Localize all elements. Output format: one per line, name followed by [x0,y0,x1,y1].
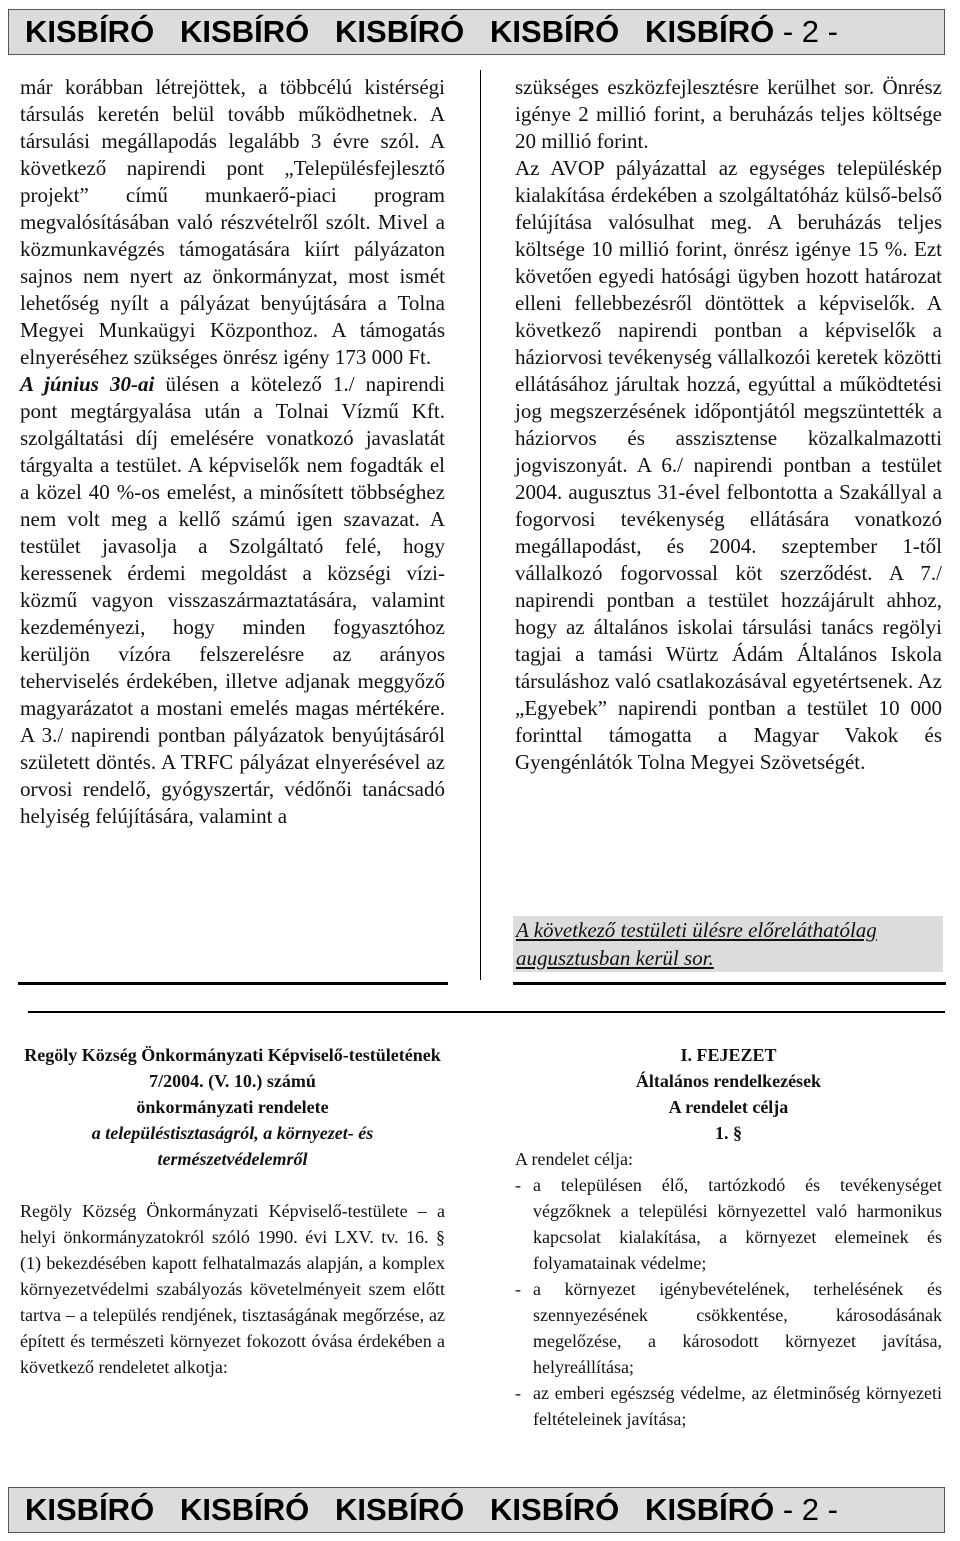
masthead-banner-top [8,9,945,55]
article-right-column [515,74,942,776]
list-dash: - [515,1383,521,1403]
decree-left-column [20,1042,445,1380]
article-text: ülésen a kötelező 1./ napirendi pont megtárgyalása után a Tolnai Vízmű Kft. szolgáltatási díj emelésére vonatkozó javaslatát tárgyalta a testület. A képviselők nem fogadták el a közel 40 %-os emelést, a minősített többséghez nem volt meg a kellő számú igen szavazat. A testület javasolja a Szolgáltató felé, hogy keressenek érdemi megoldást a községi vízi-közmű vagyon visszaszármaztatására, valamint kezdeményezi, hogy minden fogyasztóhoz kerüljön vízóra felszerelésre az arányos teherviselés érdekében, illetve adjanak meggyőző magyarázatot a mostani emelés magas mértékére. A 3./ napirendi pontban pályázatok benyújtásáról született döntés. A TRFC pályázat elnyerésével az orvosi rendelő, gyógyszertár, védőnői tanácsadó helyiség felújítására, valamint a [20,372,445,828]
list-dash: - [515,1175,521,1195]
column-divider [480,70,481,980]
section-rule-left [18,982,448,985]
decree-type: önkormányzati rendelete [136,1097,329,1117]
masthead-text: KISBÍRÓ KISBÍRÓ KISBÍRÓ KISBÍRÓ KISBÍRÓ [25,14,775,49]
list-item [515,1172,942,1276]
chapter-title: Általános rendelkezések [635,1071,822,1091]
page-number: - 2 - [774,14,838,49]
article-left-column [20,74,445,830]
decree-preamble: Regöly Község Önkormányzati Képviselő-testülete – a helyi önkormányzatokról szóló 1990. évi LXV. tv. 16. § (1) bekezdésében kapott felhatalmazás alapján, a komplex környezetvédelmi szabályozás követelményeit szem előtt tartva – a település rendjének, tisztaságának megőrzése, az épített és természeti környezet fokozott óvása érdekében a következő rendeletet alkotja: [20,1201,445,1377]
purpose-list [515,1172,942,1432]
decree-right-column [515,1042,942,1432]
masthead-banner-bottom [8,1487,945,1533]
section-rule-wide [28,1011,945,1013]
list-dash: - [515,1279,521,1299]
decree-title: Regöly Község Önkormányzati Képviselő-testületének [24,1045,441,1065]
list-item [515,1276,942,1380]
chapter-heading: I. FEJEZET [680,1045,777,1065]
section-rule-right [513,982,946,985]
list-item-text: a településen élő, tartózkodó és tevékenységet végzőknek a települési környezettel való harmonikus kapcsolat kialakítása, a környezet elemeinek és folyamatainak védelme; [533,1175,942,1273]
meeting-date-emphasis: A június 30-ai [20,372,155,396]
masthead-text: KISBÍRÓ KISBÍRÓ KISBÍRÓ KISBÍRÓ KISBÍRÓ [25,1492,775,1527]
article-paragraph: Az AVOP pályázattal az egységes településkép kialakítása érdekében a szolgáltatóház külső-belső felújítása valósulhat meg. A beruházás teljes költsége 10 millió forint, önrész igénye 15 %. Ezt követően egyedi hatósági ügyben hozott határozat elleni fellebbezésről döntöttek a képviselők. A következő napirendi pontban a képviselők a háziorvosi tevékenység vállalkozói keretek közötti ellátásához járultak hozzá, egyúttal a működtetési jog megszerzésének időpontjától megszüntették a háziorvos és asszisztense közalkalmazotti jogviszonyát. A 6./ napirendi pontban a testület 2004. augusztus 31-ével felbontotta a Szakállyal a fogorvosi tevékenység ellátására vonatkozó megállapodást, és 2004. szeptember 1-től vállalkozó fogorvossal köt szerződést. A 7./ napirendi pontban a testület hozzájárult ahhoz, hogy az általános iskolai társulási tanács regölyi tagjai a tamási Würtz Ádám Általános Iskola társuláshoz való csatlakozásával egyetértsenek. Az „Egyebek” napirendi pontban a testület 10 000 forinttal támogatta a Magyar Vakok és Gyengénlátók Tolna Megyei Szövetségét. [515,156,942,774]
next-meeting-note [513,916,943,972]
article-paragraph: szükséges eszközfejlesztésre kerülhet sor. Önrész igénye 2 millió forint, a beruházás teljes költsége 20 millió forint. [515,75,942,153]
note-line: A következő testületi ülésre előreláthatólag [516,918,877,942]
list-item [515,1380,942,1432]
section-title: A rendelet célja [668,1097,789,1117]
decree-number: 7/2004. (V. 10.) számú [149,1071,316,1091]
list-item-text: a környezet igénybevételének, terhelésének és szennyezésének csökkentése, károsodásának megelőzése, a károsodott környezet javítása, helyreállítása; [533,1279,942,1377]
decree-subject: a településtisztaságról, a környezet- és természetvédelemről [91,1123,374,1169]
note-line: augusztusban kerül sor. [516,946,714,970]
list-item-text: az emberi egészség védelme, az életminőség környezeti feltételeinek javítása; [533,1383,942,1429]
purpose-label: A rendelet célja: [515,1149,633,1169]
article-paragraph [20,371,445,830]
article-paragraph: már korábban létrejöttek, a többcélú kistérségi társulás keretén belül tovább működhetnek. A társulási megállapodás legalább 3 évre szól. A következő napirendi pont „Településfejlesztő projekt” című munkaerő-piaci program megvalósításában való részvételről szólt. Mivel a közmunkavégzés támogatására kiírt pályázaton sajnos nem nyert az önkormányzat, most ismét lehetőség nyílt a pályázat benyújtására a Tolna Megyei Munkaügyi Központhoz. A támogatás elnyeréséhez szükséges önrész igény 173 000 Ft. [20,75,445,369]
page-number: - 2 - [774,1492,838,1527]
section-number: 1. § [715,1123,742,1143]
